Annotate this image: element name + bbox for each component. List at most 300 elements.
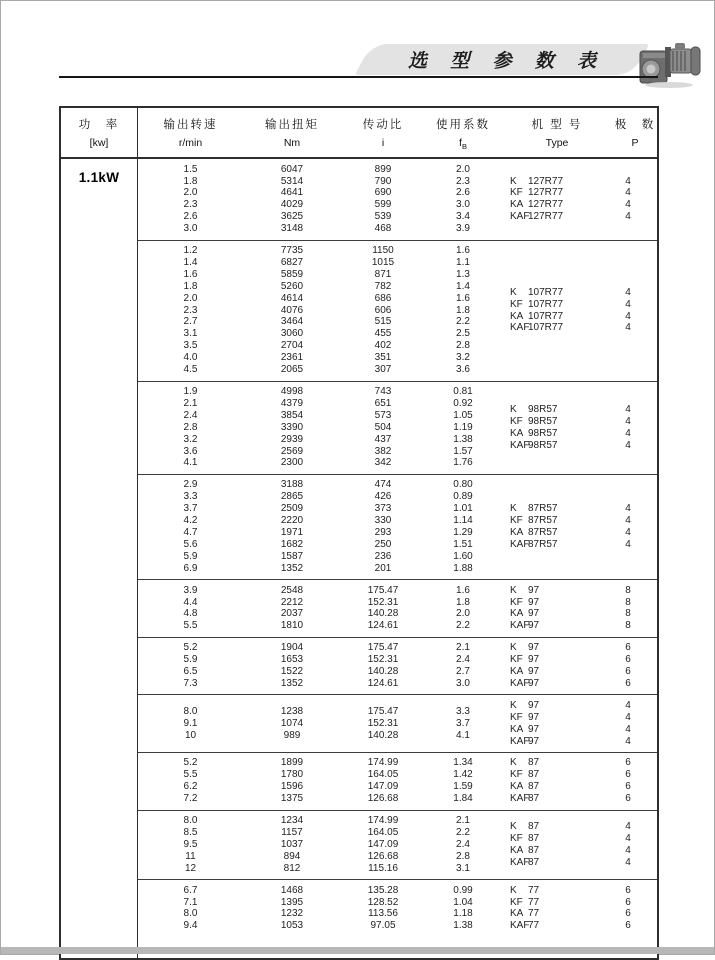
type-prefix: KA bbox=[510, 608, 524, 620]
type-model: 87 bbox=[528, 821, 540, 833]
cell-torque: 2509 bbox=[280, 503, 304, 515]
table-body bbox=[61, 159, 657, 958]
type-prefix: KAF bbox=[510, 920, 530, 932]
cell-ratio: 871 bbox=[374, 268, 392, 280]
cell-poles: 4 bbox=[625, 211, 631, 223]
cell-torque: 1587 bbox=[280, 550, 304, 562]
cell-torque: 2300 bbox=[280, 457, 304, 469]
cell-factor: 3.9 bbox=[456, 223, 470, 235]
type-row bbox=[501, 845, 657, 857]
cell-speed: 4.7 bbox=[183, 526, 198, 538]
cell-ratio: 743 bbox=[374, 386, 392, 397]
cell-torque: 1234 bbox=[280, 815, 304, 827]
type-row bbox=[501, 585, 657, 597]
cell-speed: 4.2 bbox=[183, 515, 198, 527]
type-prefix: K bbox=[510, 642, 517, 654]
cell-factor: 3.6 bbox=[456, 364, 470, 376]
type-row bbox=[501, 404, 657, 416]
cell-factor: 1.4 bbox=[456, 280, 470, 292]
cell-poles: 4 bbox=[625, 503, 631, 515]
type-model: 87R57 bbox=[528, 538, 558, 550]
cell-speed: 8.0 bbox=[183, 705, 198, 717]
block-data-rows bbox=[138, 164, 501, 235]
table-row bbox=[138, 281, 501, 293]
cell-factor: 1.84 bbox=[453, 793, 473, 805]
block-type-list bbox=[501, 503, 657, 551]
type-row bbox=[501, 781, 657, 793]
cell-ratio: 293 bbox=[374, 526, 392, 538]
type-prefix: KA bbox=[510, 723, 524, 735]
cell-speed: 2.3 bbox=[183, 304, 198, 316]
type-prefix: KA bbox=[510, 199, 524, 211]
table-row bbox=[138, 563, 501, 575]
cell-speed: 11 bbox=[185, 850, 196, 862]
cell-ratio: 686 bbox=[374, 292, 392, 304]
type-model: 87 bbox=[528, 844, 540, 856]
cell-factor: 1.8 bbox=[456, 596, 470, 608]
cell-torque: 2939 bbox=[280, 433, 304, 445]
cell-poles: 6 bbox=[625, 884, 631, 896]
type-model: 97 bbox=[528, 620, 540, 632]
cell-factor: 3.4 bbox=[456, 211, 470, 223]
cell-poles: 4 bbox=[625, 427, 631, 439]
type-prefix: KF bbox=[510, 415, 523, 427]
type-row bbox=[501, 700, 657, 712]
cell-torque: 7735 bbox=[280, 245, 304, 257]
cell-speed: 6.7 bbox=[183, 884, 198, 896]
header-power: 功 率 [kw] bbox=[61, 108, 138, 157]
cell-speed: 1.4 bbox=[183, 256, 198, 268]
cell-speed: 2.7 bbox=[183, 316, 198, 328]
table-row bbox=[138, 503, 501, 515]
cell-torque: 2361 bbox=[280, 352, 304, 364]
cell-poles: 6 bbox=[625, 896, 631, 908]
cell-ratio: 307 bbox=[374, 364, 392, 376]
cell-torque: 5859 bbox=[280, 268, 304, 280]
cell-speed: 5.9 bbox=[183, 654, 198, 666]
cell-torque: 1971 bbox=[280, 526, 304, 538]
cell-factor: 3.1 bbox=[456, 862, 470, 874]
type-model: 98R57 bbox=[528, 439, 558, 451]
type-model: 87R57 bbox=[528, 503, 558, 515]
cell-ratio: 126.68 bbox=[367, 850, 399, 862]
cell-speed: 7.2 bbox=[183, 793, 198, 805]
cell-factor: 1.8 bbox=[456, 304, 470, 316]
cell-factor: 1.51 bbox=[453, 538, 473, 550]
cell-ratio: 174.99 bbox=[367, 757, 399, 769]
type-row bbox=[501, 440, 657, 452]
cell-poles: 4 bbox=[625, 699, 631, 711]
cell-speed: 8.0 bbox=[183, 815, 198, 827]
table-row bbox=[138, 479, 501, 491]
cell-factor: 1.05 bbox=[453, 409, 473, 421]
cell-factor: 0.89 bbox=[453, 491, 473, 503]
cell-torque: 5314 bbox=[280, 175, 304, 187]
table-row bbox=[138, 527, 501, 539]
table-row bbox=[138, 793, 501, 805]
cell-ratio: 147.09 bbox=[367, 781, 399, 793]
type-prefix: K bbox=[510, 884, 517, 896]
cell-ratio: 113.56 bbox=[368, 908, 398, 920]
cell-torque: 4029 bbox=[280, 199, 304, 211]
header-type: 机 型 号 Type bbox=[531, 119, 583, 149]
type-model: 77 bbox=[528, 884, 540, 896]
cell-speed: 2.6 bbox=[183, 211, 198, 223]
table-row bbox=[138, 666, 501, 678]
cell-torque: 1074 bbox=[280, 717, 304, 729]
type-prefix: K bbox=[510, 821, 517, 833]
header-service-factor: 使用系数 $f_B$ bbox=[436, 119, 490, 152]
cell-poles: 8 bbox=[625, 596, 631, 608]
cell-speed: 6.5 bbox=[183, 666, 198, 678]
block-data-rows bbox=[138, 706, 501, 742]
type-model: 77 bbox=[528, 920, 540, 932]
page-bottom-edge bbox=[1, 947, 714, 954]
cell-poles: 8 bbox=[625, 608, 631, 620]
cell-factor: 0.80 bbox=[453, 479, 473, 491]
block-type-list bbox=[501, 404, 657, 452]
table-row bbox=[138, 164, 501, 176]
cell-ratio: 426 bbox=[374, 491, 392, 503]
type-model: 107R77 bbox=[528, 298, 564, 310]
cell-speed: 3.1 bbox=[183, 328, 198, 340]
cell-factor: 2.2 bbox=[456, 827, 470, 838]
cell-ratio: 342 bbox=[374, 457, 392, 469]
block-type-list bbox=[501, 176, 657, 224]
type-row bbox=[501, 416, 657, 428]
table-row bbox=[138, 410, 501, 422]
type-model: 107R77 bbox=[528, 322, 564, 334]
cell-ratio: 124.61 bbox=[367, 677, 399, 689]
block-data-rows bbox=[138, 642, 501, 690]
table-row bbox=[138, 863, 501, 875]
cell-poles: 4 bbox=[625, 403, 631, 415]
type-row bbox=[501, 597, 657, 609]
cell-poles: 8 bbox=[625, 584, 631, 596]
table-row bbox=[138, 908, 501, 920]
cell-torque: 1352 bbox=[280, 677, 304, 689]
cell-factor: 1.6 bbox=[456, 245, 470, 257]
type-model: 87R57 bbox=[528, 515, 558, 527]
cell-torque: 1468 bbox=[280, 884, 304, 896]
cell-torque: 4641 bbox=[280, 187, 304, 199]
type-prefix: KF bbox=[510, 711, 523, 723]
cell-ratio: 250 bbox=[374, 538, 392, 550]
cell-factor: 4.1 bbox=[456, 729, 470, 741]
table-row bbox=[138, 757, 501, 769]
type-prefix: KAF bbox=[510, 620, 530, 632]
type-row bbox=[501, 769, 657, 781]
block-type-list bbox=[501, 885, 657, 933]
cell-factor: 1.38 bbox=[453, 920, 473, 932]
cell-factor: 1.6 bbox=[456, 584, 470, 596]
cell-speed: 1.8 bbox=[183, 175, 198, 187]
block-type-list bbox=[501, 642, 657, 690]
type-model: 87 bbox=[528, 781, 540, 793]
type-prefix: KAF bbox=[510, 735, 530, 747]
cell-poles: 6 bbox=[625, 920, 631, 932]
type-row bbox=[501, 678, 657, 690]
cell-speed: 5.2 bbox=[183, 642, 198, 654]
type-model: 87R57 bbox=[528, 526, 558, 538]
type-row bbox=[501, 176, 657, 188]
type-row bbox=[501, 322, 657, 334]
table-row bbox=[138, 364, 501, 376]
table-row bbox=[138, 654, 501, 666]
type-row bbox=[501, 654, 657, 666]
type-row bbox=[501, 885, 657, 897]
cell-ratio: 573 bbox=[374, 409, 392, 421]
block-type-list bbox=[501, 287, 657, 335]
cell-speed: 12 bbox=[184, 862, 197, 874]
cell-torque: 3854 bbox=[280, 409, 304, 421]
header-output-speed: 输出转速 r/min bbox=[163, 119, 218, 149]
cell-poles: 8 bbox=[625, 620, 631, 632]
cell-speed: 8.5 bbox=[183, 827, 198, 838]
cell-torque: 2220 bbox=[280, 515, 304, 527]
cell-torque: 4379 bbox=[280, 397, 304, 409]
cell-speed: 6.9 bbox=[183, 562, 198, 574]
cell-torque: 1232 bbox=[280, 908, 304, 920]
table-block bbox=[138, 810, 657, 880]
cell-speed: 8.0 bbox=[183, 908, 198, 920]
table-row bbox=[138, 245, 501, 257]
cell-factor: 2.5 bbox=[456, 328, 470, 340]
cell-ratio: 126.68 bbox=[367, 793, 399, 805]
table-block bbox=[138, 694, 657, 752]
cell-ratio: 504 bbox=[374, 421, 392, 433]
cell-torque: 1904 bbox=[280, 642, 304, 654]
cell-factor: 1.42 bbox=[453, 769, 473, 781]
cell-factor: 2.3 bbox=[456, 175, 470, 187]
type-model: 127R77 bbox=[528, 175, 564, 187]
table-row bbox=[138, 839, 501, 851]
cell-poles: 6 bbox=[625, 781, 631, 793]
type-prefix: KAF bbox=[510, 439, 530, 451]
cell-ratio: 437 bbox=[374, 433, 392, 445]
type-prefix: K bbox=[510, 403, 517, 415]
cell-factor: 1.04 bbox=[453, 896, 473, 908]
cell-factor: 1.88 bbox=[453, 562, 473, 574]
selection-table bbox=[59, 106, 659, 960]
type-prefix: KF bbox=[510, 654, 523, 666]
cell-poles: 6 bbox=[625, 908, 631, 920]
type-model: 77 bbox=[528, 896, 540, 908]
cell-torque: 1238 bbox=[280, 705, 304, 717]
block-data-rows bbox=[138, 245, 501, 376]
cell-torque: 2037 bbox=[280, 608, 304, 620]
table-row bbox=[138, 316, 501, 328]
table-row bbox=[138, 730, 501, 742]
cell-ratio: 455 bbox=[374, 328, 392, 340]
cell-ratio: 140.28 bbox=[367, 729, 399, 741]
cell-torque: 6827 bbox=[280, 256, 304, 268]
cell-ratio: 1015 bbox=[371, 256, 395, 268]
type-prefix: K bbox=[510, 175, 517, 187]
table-row bbox=[138, 176, 501, 188]
cell-factor: 2.2 bbox=[456, 316, 470, 328]
table-row bbox=[138, 585, 501, 597]
type-model: 107R77 bbox=[528, 286, 564, 298]
table-row bbox=[138, 257, 501, 269]
cell-torque: 6047 bbox=[280, 163, 304, 175]
table-block bbox=[138, 637, 657, 695]
cell-speed: 3.7 bbox=[183, 503, 198, 515]
cell-torque: 5260 bbox=[280, 280, 304, 292]
power-value: 1.1kW bbox=[61, 159, 138, 958]
type-prefix: KAF bbox=[510, 538, 530, 550]
type-model: 97 bbox=[528, 735, 540, 747]
cell-ratio: 124.61 bbox=[367, 620, 399, 632]
type-prefix: KAF bbox=[510, 322, 530, 334]
type-row bbox=[501, 428, 657, 440]
cell-speed: 5.5 bbox=[183, 620, 198, 632]
cell-speed: 2.4 bbox=[183, 409, 198, 421]
type-prefix: KF bbox=[510, 596, 523, 608]
cell-ratio: 164.05 bbox=[367, 827, 399, 838]
cell-speed: 1.8 bbox=[183, 280, 198, 292]
block-data-rows bbox=[138, 757, 501, 805]
table-row bbox=[138, 446, 501, 458]
gearmotor-photo bbox=[639, 39, 703, 91]
cell-poles: 4 bbox=[625, 415, 631, 427]
type-prefix: KA bbox=[510, 526, 524, 538]
type-row bbox=[501, 287, 657, 299]
type-row bbox=[501, 833, 657, 845]
type-row bbox=[501, 712, 657, 724]
cell-ratio: 164.05 bbox=[367, 769, 399, 781]
cell-ratio: 147.09 bbox=[367, 838, 399, 850]
type-model: 98R57 bbox=[528, 427, 558, 439]
table-block bbox=[138, 240, 657, 381]
cell-ratio: 468 bbox=[374, 223, 392, 235]
cell-factor: 3.0 bbox=[456, 677, 470, 689]
cell-speed: 2.3 bbox=[183, 199, 198, 211]
cell-torque: 1157 bbox=[281, 827, 303, 838]
cell-ratio: 790 bbox=[374, 175, 392, 187]
cell-poles: 4 bbox=[625, 735, 631, 747]
type-model: 127R77 bbox=[528, 211, 564, 223]
table-row bbox=[138, 678, 501, 690]
table-row bbox=[138, 827, 501, 839]
cell-factor: 3.0 bbox=[456, 199, 470, 211]
table-row bbox=[138, 491, 501, 503]
type-model: 97 bbox=[528, 584, 540, 596]
type-prefix: K bbox=[510, 503, 517, 515]
cell-torque: 1522 bbox=[280, 666, 304, 678]
cell-poles: 4 bbox=[625, 526, 631, 538]
cell-speed: 5.9 bbox=[183, 550, 198, 562]
cell-torque: 3188 bbox=[280, 479, 304, 491]
type-model: 77 bbox=[528, 908, 540, 920]
cell-factor: 1.29 bbox=[453, 526, 473, 538]
cell-torque: 1053 bbox=[280, 920, 304, 932]
cell-torque: 1810 bbox=[280, 620, 304, 632]
cell-factor: 1.1 bbox=[456, 256, 470, 268]
cell-speed: 4.4 bbox=[183, 596, 198, 608]
cell-speed: 5.2 bbox=[183, 757, 198, 769]
cell-factor: 0.81 bbox=[453, 386, 473, 397]
cell-speed: 7.1 bbox=[183, 896, 198, 908]
type-model: 97 bbox=[528, 642, 540, 654]
cell-torque: 2212 bbox=[280, 596, 304, 608]
block-type-list bbox=[501, 821, 657, 869]
cell-poles: 4 bbox=[625, 844, 631, 856]
type-prefix: KAF bbox=[510, 677, 530, 689]
table-row bbox=[138, 305, 501, 317]
cell-speed: 5.5 bbox=[183, 769, 198, 781]
cell-speed: 1.6 bbox=[183, 268, 198, 280]
cell-factor: 1.19 bbox=[453, 421, 473, 433]
table-row bbox=[138, 223, 501, 235]
table-row bbox=[138, 434, 501, 446]
cell-ratio: 152.31 bbox=[367, 596, 399, 608]
block-data-rows bbox=[138, 585, 501, 633]
table-header-row bbox=[61, 108, 657, 159]
cell-torque: 3060 bbox=[280, 328, 304, 340]
type-prefix: KF bbox=[510, 832, 523, 844]
cell-poles: 4 bbox=[625, 711, 631, 723]
cell-ratio: 330 bbox=[374, 515, 392, 527]
cell-poles: 4 bbox=[625, 310, 631, 322]
table-row bbox=[138, 539, 501, 551]
cell-ratio: 135.28 bbox=[367, 884, 399, 896]
type-model: 97 bbox=[528, 711, 540, 723]
type-prefix: KF bbox=[510, 769, 523, 781]
cell-ratio: 351 bbox=[374, 352, 392, 364]
table-row bbox=[138, 386, 501, 398]
cell-factor: 1.34 bbox=[453, 757, 473, 769]
table-row bbox=[138, 851, 501, 863]
type-row bbox=[501, 724, 657, 736]
cell-torque: 989 bbox=[283, 729, 301, 741]
type-prefix: K bbox=[510, 286, 517, 298]
cell-speed: 2.1 bbox=[183, 397, 198, 409]
title-banner bbox=[355, 44, 649, 75]
cell-ratio: 128.52 bbox=[367, 896, 399, 908]
table-row bbox=[138, 897, 501, 909]
type-row bbox=[501, 211, 657, 223]
cell-speed: 5.6 bbox=[183, 538, 198, 550]
cell-ratio: 140.28 bbox=[367, 666, 399, 678]
table-row bbox=[138, 269, 501, 281]
cell-torque: 4614 bbox=[280, 292, 304, 304]
table-row bbox=[138, 422, 501, 434]
cell-poles: 4 bbox=[625, 856, 631, 868]
cell-factor: 3.3 bbox=[456, 705, 470, 717]
type-row bbox=[501, 199, 657, 211]
type-model: 97 bbox=[528, 654, 540, 666]
cell-speed: 1.2 bbox=[183, 245, 198, 257]
cell-speed: 2.0 bbox=[183, 292, 198, 304]
cell-factor: 1.01 bbox=[453, 503, 473, 515]
cell-poles: 6 bbox=[625, 654, 631, 666]
type-prefix: K bbox=[510, 584, 517, 596]
cell-ratio: 97.05 bbox=[370, 920, 396, 932]
cell-torque: 1899 bbox=[280, 757, 304, 769]
cell-factor: 0.92 bbox=[453, 397, 473, 409]
cell-torque: 1395 bbox=[280, 896, 304, 908]
cell-torque: 4998 bbox=[280, 386, 304, 397]
type-model: 87 bbox=[528, 757, 540, 769]
cell-factor: 2.8 bbox=[456, 850, 470, 862]
cell-poles: 4 bbox=[625, 175, 631, 187]
cell-speed: 7.3 bbox=[183, 677, 198, 689]
header-poles: 极 数 P bbox=[614, 119, 656, 149]
cell-speed: 3.2 bbox=[183, 433, 198, 445]
cell-factor: 1.18 bbox=[453, 908, 473, 920]
cell-factor: 2.1 bbox=[456, 815, 470, 827]
